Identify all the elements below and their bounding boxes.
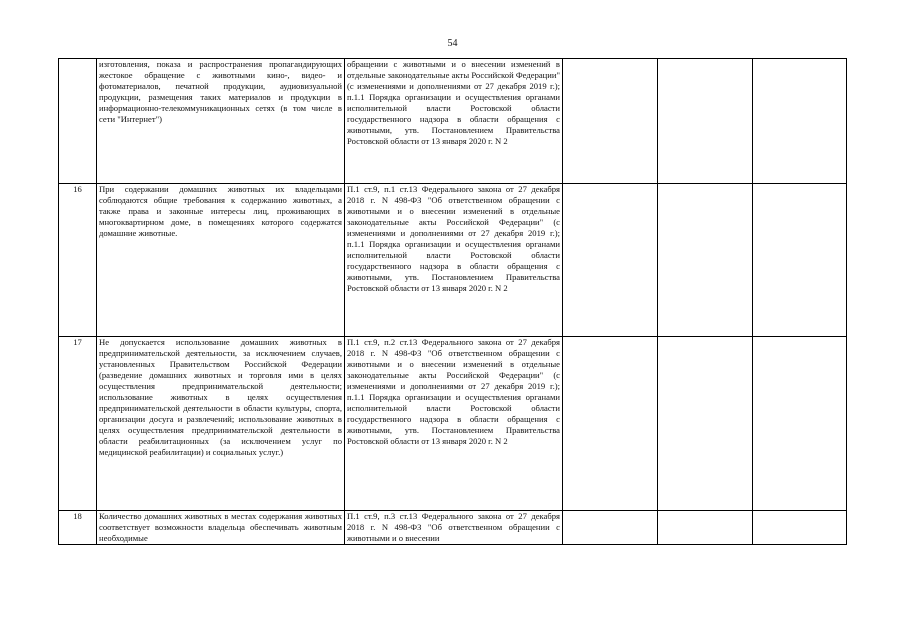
row-number-cell: 18	[59, 511, 97, 545]
legal-act-cell: П.1 ст.9, п.2 ст.13 Федерального закона от 27 декабря 2018 г. N 498-ФЗ "Об ответственном обращении с животными и о внесении изменений в отдельные законодательные акты Российской Федерации" (с изменениями и дополнениями от 27 декабря 2019 г.); п.1.1 Порядка организации и осуществления органами исполнительной власти Ростовской области государственного надзора в области обращения с животными, утв. Постановлением Правительства Ростовской области от 13 января 2020 г. N 2	[345, 337, 563, 511]
empty-cell	[563, 59, 658, 184]
empty-cell	[658, 337, 753, 511]
row-number-cell	[59, 59, 97, 184]
empty-cell	[753, 337, 847, 511]
empty-cell	[753, 59, 847, 184]
table-row	[59, 337, 847, 511]
legal-act-cell: П.1 ст.9, п.3 ст.13 Федерального закона от 27 декабря 2018 г. N 498-ФЗ "Об ответственном обращении с животными и о внесении	[345, 511, 563, 545]
requirement-cell: Количество домашних животных в местах содержания животных соответствует возможности владельца обеспечивать животным необходимые	[97, 511, 345, 545]
empty-cell	[563, 511, 658, 545]
empty-cell	[563, 337, 658, 511]
requirement-cell: Не допускается использование домашних животных в предпринимательской деятельности, за исключением случаев, установленных Правительством Российской Федерации (разведение домашних животных и торговля ими в целях осуществления предпринимательской деятельности; использование животных в целях осуществления предпринимательской деятельности в области культуры, спорта, организации досуга и развлечений; использование животных в целях осуществления предпринимательской деятельности в области реабилитационных (за исключением услуг по медицинской реабилитации) и социальных услуг.)	[97, 337, 345, 511]
table-row	[59, 511, 847, 545]
requirement-cell: изготовления, показа и распространения пропагандирующих жестокое обращение с животными кино-, видео- и фотоматериалов, печатной продукции, аудиовизуальной продукции, размещения таких материалов и продукции в информационно-телекоммуникационных сетях (в том числе в сети "Интернет")	[97, 59, 345, 184]
table-row	[59, 184, 847, 337]
empty-cell	[753, 511, 847, 545]
requirement-cell: При содержании домашних животных их владельцами соблюдаются общие требования к содержанию животных, а также права и законные интересы лиц, проживающих в многоквартирном доме, в помещениях которого содержатся домашние животные.	[97, 184, 345, 337]
page-number: 54	[447, 38, 458, 49]
legal-act-cell: П.1 ст.9, п.1 ст.13 Федерального закона от 27 декабря 2018 г. N 498-ФЗ "Об ответственном обращении с животными и о внесении изменений в отдельные законодательные акты Российской Федерации" (с изменениями и дополнениями от 27 декабря 2019 г.); п.1.1 Порядка организации и осуществления органами исполнительной власти Ростовской области государственного надзора в области обращения с животными, утв. Постановлением Правительства Ростовской области от 13 января 2020 г. N 2	[345, 184, 563, 337]
empty-cell	[658, 59, 753, 184]
row-number-cell: 17	[59, 337, 97, 511]
empty-cell	[753, 184, 847, 337]
requirements-table	[58, 58, 847, 545]
empty-cell	[658, 184, 753, 337]
empty-cell	[658, 511, 753, 545]
empty-cell	[563, 184, 658, 337]
row-number-cell: 16	[59, 184, 97, 337]
legal-act-cell: обращении с животными и о внесении изменений в отдельные законодательные акты Российской Федерации" (с изменениями и дополнениями от 27 декабря 2019 г.); п.1.1 Порядка организации и осуществления органами исполнительной власти Ростовской области государственного надзора в области обращения с животными, утв. Постановлением Правительства Ростовской области от 13 января 2020 г. N 2	[345, 59, 563, 184]
table-row	[59, 59, 847, 184]
